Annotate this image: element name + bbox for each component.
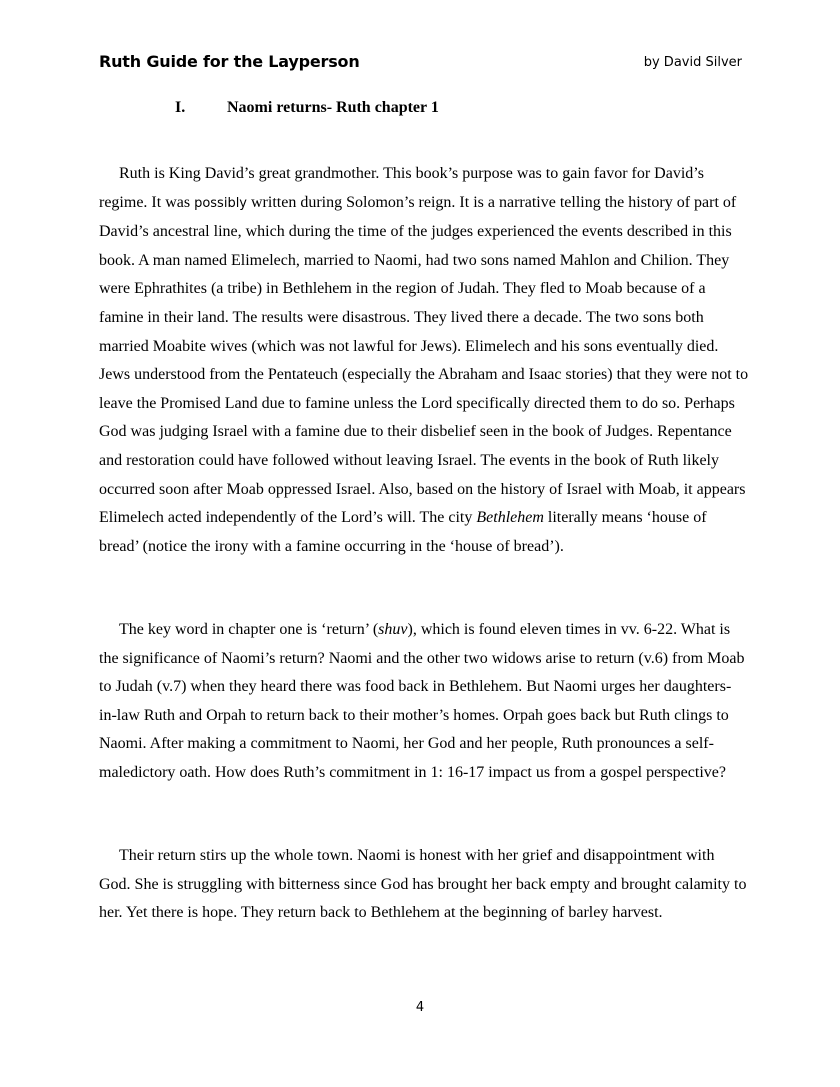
paragraph-1-italic-term: Bethlehem [476,509,544,527]
section-title: Naomi returns- Ruth chapter 1 [227,99,439,116]
paragraph-1-text-c: written during Solomon’s reign. It is a narrative telling the history of part of David’s ancestral line, which during the time of the judges experienced the events described in this book. A man named Elimelech, married to Naomi, had two sons named Mahlon and Chilion. They were Ephrathites (a tribe) in Bethlehem in the region of Judah. They fled to Moab because of a famine in their land. The results were disastrous. They lived there a decade. The two sons both married Moabite wives (which was not lawful for Jews). Elimelech and his sons eventually died. Jews understood from the Pentateuch (especially the Abraham and Isaac stories) that they were not to leave the Promised Land due to famine unless the Lord specifically directed them to do so. Perhaps God was judging Israel with a famine due to their disbelief seen in the book of Judges. Repentance and restoration could have followed without leaving Israel. The events in the book of Ruth likely occurred soon after Moab oppressed Israel. Also, based on the history of Israel with Moab, it appears Elimelech acted independently of the Lord’s will. The city [99,193,749,527]
paragraph-2 [99,616,749,788]
author-byline: by David Silver [643,55,742,70]
section-heading [175,99,439,117]
paragraph-2-italic-term: shuv [378,621,408,638]
paragraph-2-text-c: ), which is found eleven times in vv. 6-22. What is the significance of Naomi’s return? Naomi and the other two widows arise to return (v.6) from Moab to Judah (v.7) when they heard there was food back in Bethlehem. But Naomi urges her daughters-in-law Ruth and Orpah to return back to their mother’s homes. Orpah goes back but Ruth clings to Naomi. After making a commitment to Naomi, her God and her people, Ruth pronounces a self-maledictory oath. How does Ruth’s commitment in 1: 16-17 impact us from a gospel perspective? [99,621,745,781]
paragraph-1-text-e: literally means ‘house of bread’ (notice the irony with a famine occurring in the ‘house of bread’). [99,509,707,555]
page-header [99,52,742,76]
document-title: Ruth Guide for the Layperson [99,52,360,71]
section-numeral: I. [175,99,186,116]
paragraph-3-text: Their return stirs up the whole town. Naomi is honest with her grief and disappointment with God. She is struggling with bitterness since God has brought her back empty and brought calamity to her. Yet there is hope. They return back to Bethlehem at the beginning of barley harvest. [99,847,747,922]
paragraph-1 [99,160,749,561]
page-number: 4 [415,1000,425,1015]
paragraph-1-text-a: Ruth is King David’s great grandmother. This book’s purpose was to gain favor for David’s regime. It was [99,165,704,211]
paragraph-3 [99,842,749,928]
paragraph-1-text-b: possibly [194,195,247,211]
paragraph-2-text-a: The key word in chapter one is ‘return’ ( [119,621,379,638]
